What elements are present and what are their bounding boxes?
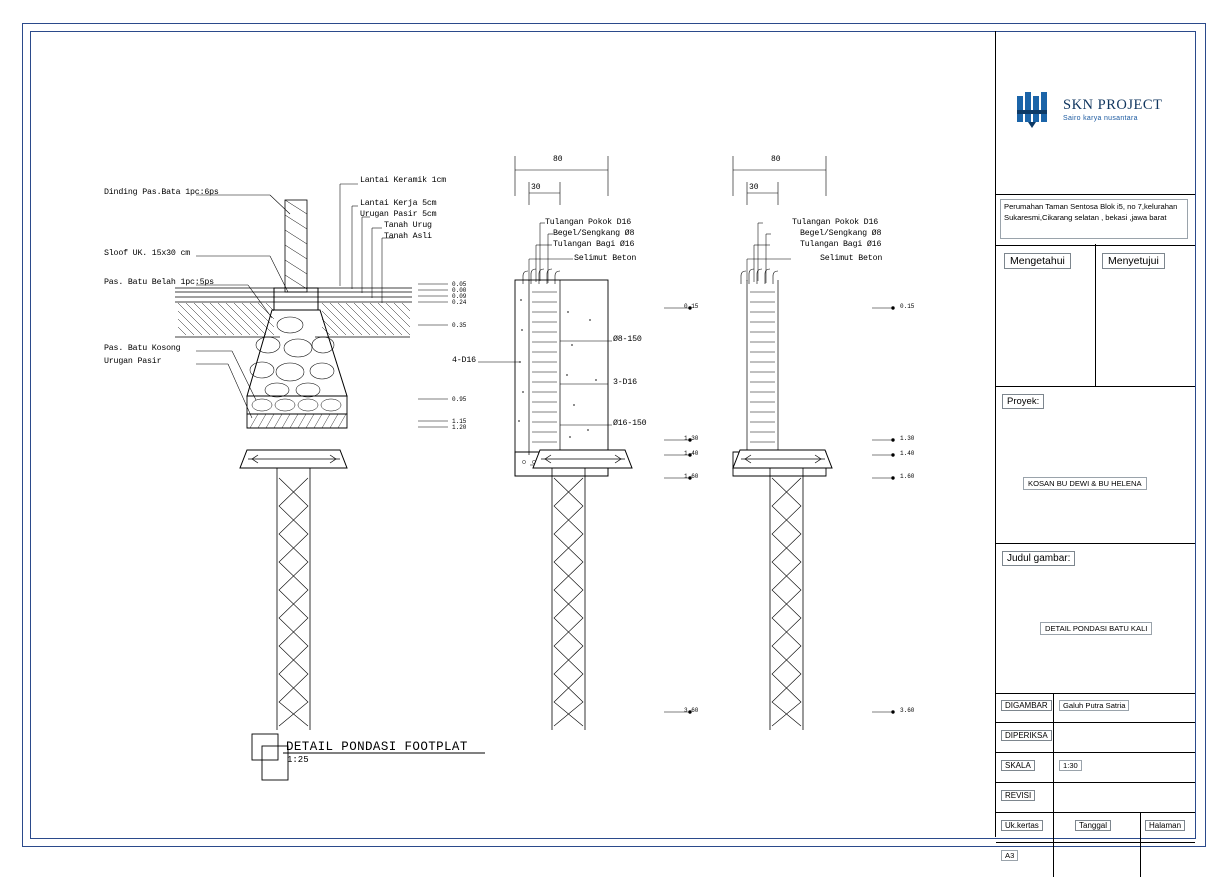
dim-right-top: 80	[771, 155, 781, 164]
digambar-value: Galuh Putra Satria	[1059, 700, 1129, 711]
level-mid-4: 1.60	[684, 473, 699, 480]
paper-size-value: A3	[1001, 850, 1018, 861]
drawing-title: DETAIL PONDASI FOOTPLAT	[286, 740, 468, 754]
footer-value-row	[996, 843, 1195, 877]
mengetahui-label: Mengetahui	[1004, 253, 1071, 269]
level-right-3: 1.40	[900, 450, 915, 457]
halaman-label: Halaman	[1145, 820, 1185, 831]
table-row	[996, 693, 1195, 723]
title-block	[995, 31, 1195, 860]
judul-section	[996, 543, 1195, 694]
diperiksa-label: DIPERIKSA	[1001, 730, 1052, 741]
label-mid-pokok: Tulangan Pokok D16	[545, 218, 632, 227]
level-mid-1: 0.15	[684, 303, 699, 310]
footer-header-row	[996, 813, 1195, 843]
logo-name: SKN PROJECT	[1063, 96, 1163, 113]
label-lantai-keramik: Lantai Keramik 1cm	[360, 176, 447, 185]
digambar-label: DIGAMBAR	[1001, 700, 1052, 711]
address-text: Perumahan Taman Sentosa Blok i5, no 7,kelurahan Sukaresmi,Cikarang selatan , bekasi ,jawa barat	[1000, 199, 1188, 239]
label-right-pokok: Tulangan Pokok D16	[792, 218, 879, 227]
approval-right	[1095, 244, 1196, 386]
label-tanah-asli: Tanah Asli	[384, 232, 432, 241]
logo-section	[996, 60, 1195, 186]
label-dinding: Dinding Pas.Bata 1pc:6ps	[104, 188, 219, 197]
table-row	[996, 753, 1195, 783]
level-right-2: 1.30	[900, 435, 915, 442]
proyek-value: KOSAN BU DEWI & BU HELENA	[1023, 477, 1147, 490]
label-mid-bagi: Tulangan Bagi Ø16	[553, 240, 635, 249]
menyetujui-label: Menyetujui	[1102, 253, 1165, 269]
skn-logo-icon	[1014, 88, 1056, 130]
level-left-4: 0.24	[452, 299, 467, 306]
proyek-label: Proyek:	[1002, 394, 1044, 409]
level-left-6: 0.95	[452, 396, 467, 403]
level-mid-3: 1.40	[684, 450, 699, 457]
address-section	[996, 194, 1195, 246]
approval-left	[996, 244, 1095, 386]
callout-3d16: 3-D16	[613, 378, 637, 387]
label-right-begel: Begel/Sengkang Ø8	[800, 229, 882, 238]
skala-label: SKALA	[1001, 760, 1035, 771]
label-right-bagi: Tulangan Bagi Ø16	[800, 240, 882, 249]
dim-mid-sub: 30	[531, 183, 541, 192]
label-mid-begel: Begel/Sengkang Ø8	[553, 229, 635, 238]
level-left-3: 0.09	[452, 293, 467, 300]
callout-d16-150: Ø16-150	[613, 419, 647, 428]
label-batu-belah: Pas. Batu Belah 1pc:5ps	[104, 278, 214, 287]
label-lantai-kerja: Lantai Kerja 5cm	[360, 199, 437, 208]
level-left-7: 1.15	[452, 418, 467, 425]
dim-right-sub: 30	[749, 183, 759, 192]
level-mid-2: 1.30	[684, 435, 699, 442]
judul-label: Judul gambar:	[1002, 551, 1075, 566]
label-right-selimut: Selimut Beton	[820, 254, 883, 263]
level-left-1: 0.05	[452, 281, 467, 288]
drawing-scale: 1:25	[287, 755, 309, 765]
table-row	[996, 723, 1195, 753]
table-row	[996, 783, 1195, 813]
label-urugan-pasir: Urugan Pasir	[104, 357, 162, 366]
level-right-4: 1.60	[900, 473, 915, 480]
level-mid-5: 3.60	[684, 707, 699, 714]
level-right-5: 3.60	[900, 707, 915, 714]
proyek-section	[996, 386, 1195, 544]
judul-value: DETAIL PONDASI BATU KALI	[1040, 622, 1152, 635]
label-urugan-pasir-5: Urugan Pasir 5cm	[360, 210, 437, 219]
label-batu-kosong: Pas. Batu Kosong	[104, 344, 181, 353]
revisi-label: REVISI	[1001, 790, 1035, 801]
dim-mid-top: 80	[553, 155, 563, 164]
label-sloof: Sloof UK. 15x30 cm	[104, 249, 191, 258]
label-tanah-urug: Tanah Urug	[384, 221, 432, 230]
callout-4d16: 4-D16	[452, 356, 476, 365]
meta-rows	[996, 693, 1195, 877]
skala-value: 1:30	[1059, 760, 1082, 771]
tanggal-label: Tanggal	[1075, 820, 1111, 831]
level-left-2: 0.00	[452, 287, 467, 294]
level-left-5: 0.35	[452, 322, 467, 329]
label-mid-selimut: Selimut Beton	[574, 254, 637, 263]
level-left-8: 1.20	[452, 424, 467, 431]
callout-sengkang-150: Ø8-150	[613, 335, 642, 344]
logo-tagline: Sairo karya nusantara	[1063, 114, 1138, 122]
paper-size-label: Uk.kertas	[1001, 820, 1043, 831]
level-right-1: 0.15	[900, 303, 915, 310]
approval-section	[996, 244, 1195, 387]
